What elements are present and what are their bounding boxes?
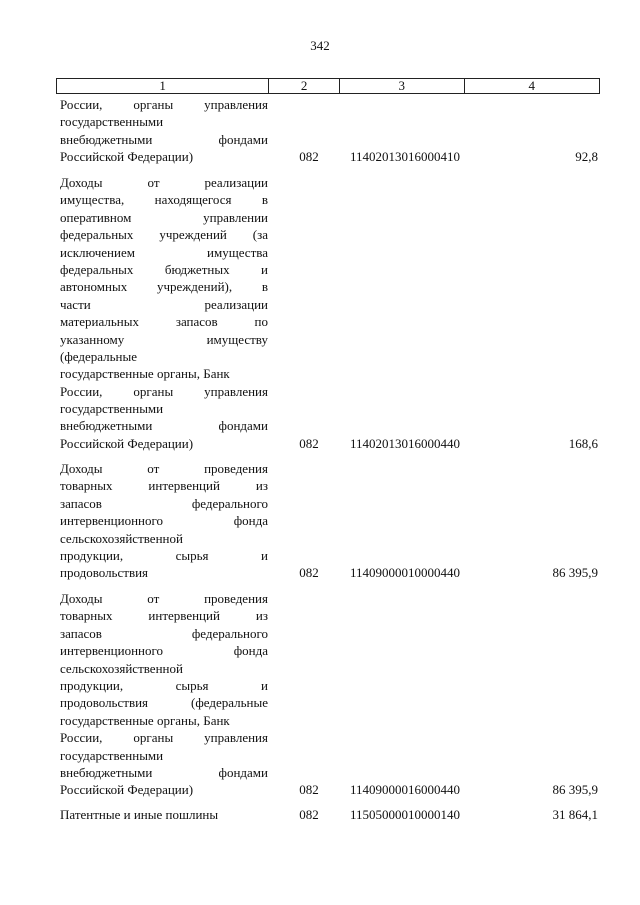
description-line bbox=[60, 660, 268, 677]
table-row bbox=[56, 174, 600, 452]
description-word: имущества, bbox=[60, 192, 125, 208]
description-word: государственные органы, Банк bbox=[60, 712, 230, 728]
description-word: и bbox=[261, 547, 268, 563]
description-word: (федеральные bbox=[60, 348, 137, 364]
description-word: учреждений bbox=[159, 227, 227, 243]
description-word: Доходы bbox=[60, 591, 103, 606]
description-word: федерального bbox=[191, 625, 268, 641]
description-line bbox=[60, 460, 268, 477]
description-line bbox=[60, 131, 268, 148]
description-line bbox=[60, 226, 268, 243]
description-word: органы bbox=[133, 97, 174, 112]
description-word: товарных bbox=[60, 608, 113, 624]
table-row bbox=[56, 806, 600, 823]
row-description bbox=[60, 806, 268, 823]
row-code: 082 bbox=[299, 149, 319, 165]
description-line bbox=[60, 148, 268, 165]
description-word: Патентные и иные пошлины bbox=[60, 807, 219, 822]
description-word: находящегося bbox=[154, 192, 232, 208]
description-line bbox=[60, 530, 268, 547]
row-description bbox=[60, 96, 268, 166]
description-word: продукции, bbox=[60, 547, 124, 563]
description-word: России, bbox=[60, 383, 103, 399]
description-word: Российской Федерации) bbox=[60, 782, 194, 798]
description-word: федеральных bbox=[60, 227, 134, 243]
description-word: России, bbox=[60, 97, 103, 112]
row-kbk: 11409000016000440 bbox=[350, 782, 461, 798]
description-word: (за bbox=[252, 227, 268, 243]
description-line bbox=[60, 547, 268, 564]
description-line bbox=[60, 296, 268, 313]
description-line bbox=[60, 747, 268, 764]
description-word: внебюджетными bbox=[60, 418, 153, 434]
description-word: запасов bbox=[60, 625, 102, 641]
description-word: интервенций bbox=[148, 478, 220, 494]
row-code: 082 bbox=[299, 782, 319, 798]
description-word: управления bbox=[204, 730, 268, 746]
description-line bbox=[60, 313, 268, 330]
description-word: автономных bbox=[60, 279, 128, 295]
table-header bbox=[56, 78, 600, 94]
description-line bbox=[60, 625, 268, 642]
description-word: от bbox=[147, 591, 160, 606]
description-word: проведения bbox=[204, 461, 268, 476]
description-word: управления bbox=[204, 97, 268, 112]
description-word: в bbox=[261, 279, 268, 295]
description-word: федерального bbox=[191, 495, 268, 511]
description-word: управлении bbox=[203, 209, 268, 225]
description-line bbox=[60, 331, 268, 348]
description-word: из bbox=[255, 608, 268, 624]
description-word: интервенционного bbox=[60, 643, 163, 659]
description-line bbox=[60, 435, 268, 452]
row-kbk: 11402013016000440 bbox=[350, 436, 461, 451]
table-row bbox=[56, 590, 600, 799]
description-word: государственными bbox=[60, 114, 164, 130]
description-line bbox=[60, 417, 268, 434]
description-line bbox=[60, 261, 268, 278]
description-word: России, bbox=[60, 730, 103, 746]
description-word: и bbox=[261, 261, 268, 277]
description-word: по bbox=[254, 314, 268, 330]
description-word: органы bbox=[133, 730, 174, 746]
description-word: товарных bbox=[60, 478, 113, 494]
description-word: сельскохозяйственной bbox=[60, 530, 183, 546]
description-line bbox=[60, 278, 268, 295]
description-line bbox=[60, 383, 268, 400]
description-word: и bbox=[261, 677, 268, 693]
table-row bbox=[56, 460, 600, 582]
description-word: федеральных bbox=[60, 261, 134, 277]
description-line bbox=[60, 348, 268, 365]
description-word: запасов bbox=[175, 314, 218, 330]
table-row bbox=[56, 96, 600, 166]
description-word: от bbox=[147, 175, 160, 190]
description-line bbox=[60, 564, 268, 581]
description-word: государственные органы, Банк bbox=[60, 366, 230, 382]
description-word: управления bbox=[204, 383, 268, 399]
description-line bbox=[60, 729, 268, 746]
description-word: указанному bbox=[60, 331, 125, 347]
description-word: продовольствия bbox=[60, 695, 149, 711]
row-kbk: 11409000010000440 bbox=[350, 565, 461, 581]
description-line bbox=[60, 806, 268, 823]
row-amount: 92,8 bbox=[575, 149, 598, 165]
description-word: исключением bbox=[60, 244, 135, 260]
description-word: проведения bbox=[204, 591, 268, 606]
description-word: от bbox=[147, 461, 160, 476]
description-word: внебюджетными bbox=[60, 131, 153, 147]
description-line bbox=[60, 781, 268, 798]
row-code: 082 bbox=[299, 807, 319, 822]
row-code: 082 bbox=[299, 565, 319, 581]
description-line bbox=[60, 244, 268, 261]
description-word: фонда bbox=[233, 643, 268, 659]
header-col-4: 4 bbox=[528, 78, 535, 93]
row-amount: 31 864,1 bbox=[552, 807, 598, 822]
description-word: материальных bbox=[60, 314, 139, 330]
row-description bbox=[60, 460, 268, 582]
description-word: продукции, bbox=[60, 677, 124, 693]
description-word: сельскохозяйственной bbox=[60, 660, 183, 676]
description-line bbox=[60, 477, 268, 494]
description-word: внебюджетными bbox=[60, 764, 153, 780]
description-line bbox=[60, 400, 268, 417]
description-word: запасов bbox=[60, 495, 102, 511]
description-word: части bbox=[60, 296, 91, 312]
description-word: учреждений), bbox=[156, 279, 233, 295]
description-line bbox=[60, 512, 268, 529]
description-word: государственными bbox=[60, 747, 164, 763]
description-word: фонда bbox=[233, 513, 268, 529]
description-word: оперативном bbox=[60, 209, 132, 225]
description-word: фондами bbox=[218, 764, 268, 780]
description-word: имущества bbox=[207, 244, 268, 260]
description-line bbox=[60, 764, 268, 781]
row-description bbox=[60, 174, 268, 452]
description-word: Доходы bbox=[60, 461, 103, 476]
description-word: бюджетных bbox=[164, 261, 230, 277]
description-line bbox=[60, 191, 268, 208]
description-line bbox=[60, 113, 268, 130]
row-amount: 86 395,9 bbox=[552, 782, 598, 798]
description-line bbox=[60, 495, 268, 512]
description-line bbox=[60, 174, 268, 191]
page-number: 342 bbox=[310, 38, 330, 53]
description-word: фондами bbox=[218, 418, 268, 434]
description-word: в bbox=[261, 192, 268, 208]
description-line bbox=[60, 607, 268, 624]
description-word: Доходы bbox=[60, 175, 103, 190]
description-line bbox=[60, 642, 268, 659]
description-line bbox=[60, 209, 268, 226]
description-word: реализации bbox=[204, 296, 268, 312]
row-kbk: 11505000010000140 bbox=[350, 807, 461, 822]
description-word: государственными bbox=[60, 401, 164, 417]
header-col-3: 3 bbox=[340, 79, 465, 93]
header-col-2: 2 bbox=[269, 79, 340, 93]
description-word: интервенций bbox=[148, 608, 220, 624]
row-code: 082 bbox=[299, 436, 319, 451]
description-word: (федеральные bbox=[191, 695, 268, 711]
row-kbk: 11402013016000410 bbox=[350, 149, 461, 165]
description-word: интервенционного bbox=[60, 513, 163, 529]
description-word: имуществу bbox=[206, 331, 268, 347]
row-amount: 168,6 bbox=[568, 436, 598, 451]
description-line bbox=[60, 365, 268, 382]
description-line bbox=[60, 590, 268, 607]
description-line bbox=[60, 677, 268, 694]
description-word: реализации bbox=[204, 175, 268, 190]
description-word: фондами bbox=[218, 131, 268, 147]
description-line bbox=[60, 96, 268, 113]
description-word: сырья bbox=[175, 677, 209, 693]
description-word: Российской Федерации) bbox=[60, 149, 194, 165]
description-word: из bbox=[255, 478, 268, 494]
row-amount: 86 395,9 bbox=[552, 565, 598, 581]
description-word: органы bbox=[133, 383, 174, 399]
header-col-1: 1 bbox=[57, 79, 269, 93]
description-line bbox=[60, 712, 268, 729]
description-word: сырья bbox=[175, 547, 209, 563]
description-word: продовольствия bbox=[60, 565, 149, 581]
description-word: Российской Федерации) bbox=[60, 435, 194, 451]
row-description bbox=[60, 590, 268, 799]
description-line bbox=[60, 694, 268, 711]
